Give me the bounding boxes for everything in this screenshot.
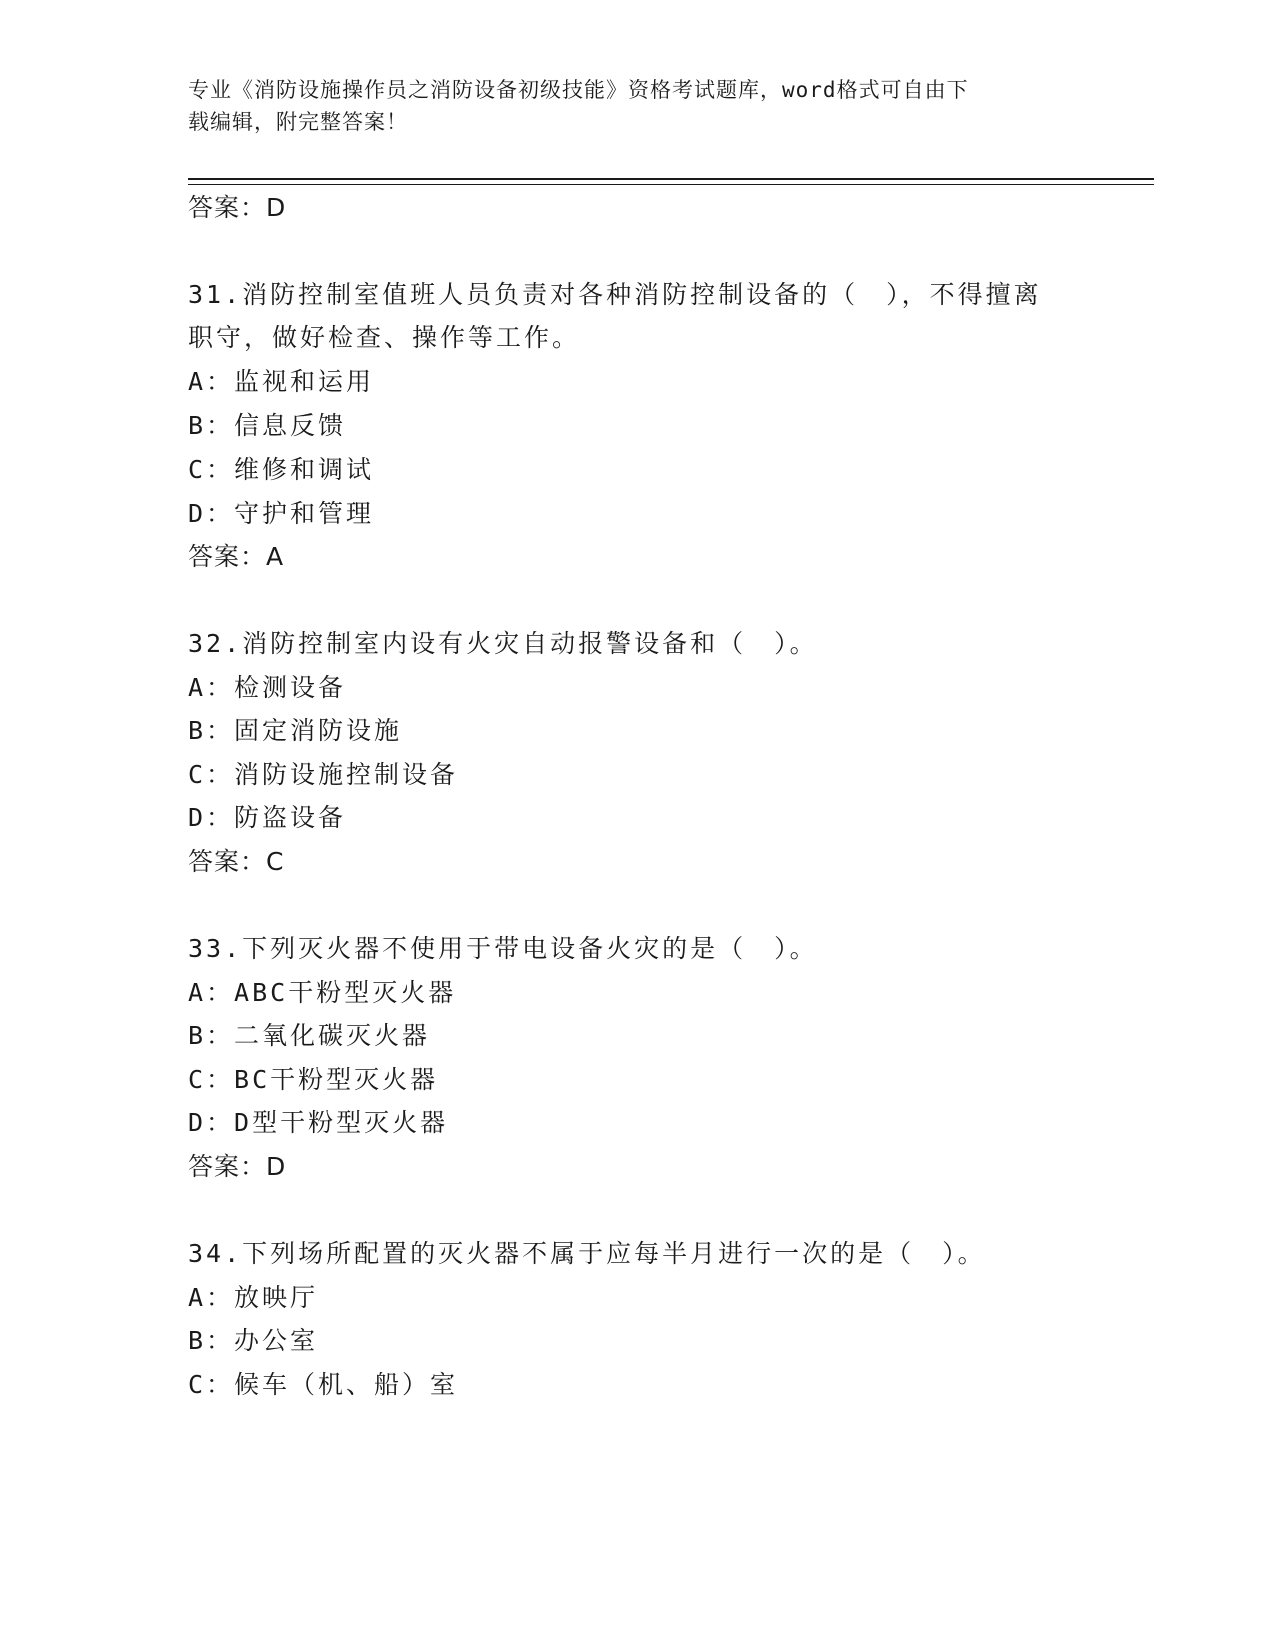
question-34-option-b: B：办公室: [188, 1326, 319, 1355]
question-31-option-a: A：监视和运用: [188, 367, 375, 396]
question-33-option-a: A：ABC干粉型灭火器: [188, 978, 457, 1007]
question-32-stem-1: 32.消防控制室内设有火灾自动报警设备和（ ）。: [188, 629, 818, 658]
question-33-stem-1: 33.下列灭火器不使用于带电设备火灾的是（ ）。: [188, 934, 818, 963]
question-33-option-d: D：D型干粉型灭火器: [188, 1108, 449, 1137]
page-header: [188, 74, 1088, 138]
question-34-option-c: C：候车（机、船）室: [188, 1370, 459, 1399]
question-33-option-c: C：BC干粉型灭火器: [188, 1065, 439, 1094]
question-32-option-c: C：消防设施控制设备: [188, 760, 459, 789]
question-32-option-a: A：检测设备: [188, 673, 347, 702]
question-33-option-b: B：二氧化碳灭火器: [188, 1021, 431, 1050]
question-31-option-c: C：维修和调试: [188, 455, 375, 484]
question-34-option-a: A：放映厅: [188, 1283, 319, 1312]
header-rule-thick: [188, 178, 1154, 180]
header-line-1: 专业《消防设施操作员之消防设备初级技能》资格考试题库，word格式可自由下: [188, 78, 969, 102]
question-31-stem-2: 职守，做好检查、操作等工作。: [188, 323, 581, 352]
question-31-option-b: B：信息反馈: [188, 411, 347, 440]
question-31-stem-1: 31.消防控制室值班人员负责对各种消防控制设备的（ ），不得擅离: [188, 280, 1042, 309]
question-34-stem-1: 34.下列场所配置的灭火器不属于应每半月进行一次的是（ ）。: [188, 1239, 986, 1268]
header-line-2: 载编辑，附完整答案！: [188, 110, 408, 134]
question-32-option-d: D：防盗设备: [188, 803, 347, 832]
question-32-option-b: B：固定消防设施: [188, 716, 403, 745]
question-32-answer: 答案：C: [188, 847, 285, 876]
question-31-option-d: D：守护和管理: [188, 499, 375, 528]
question-31-answer: 答案：A: [188, 542, 285, 571]
question-33-answer: 答案：D: [188, 1152, 287, 1181]
header-rule-thin: [188, 184, 1154, 185]
answer-prev: 答案：D: [188, 193, 287, 222]
